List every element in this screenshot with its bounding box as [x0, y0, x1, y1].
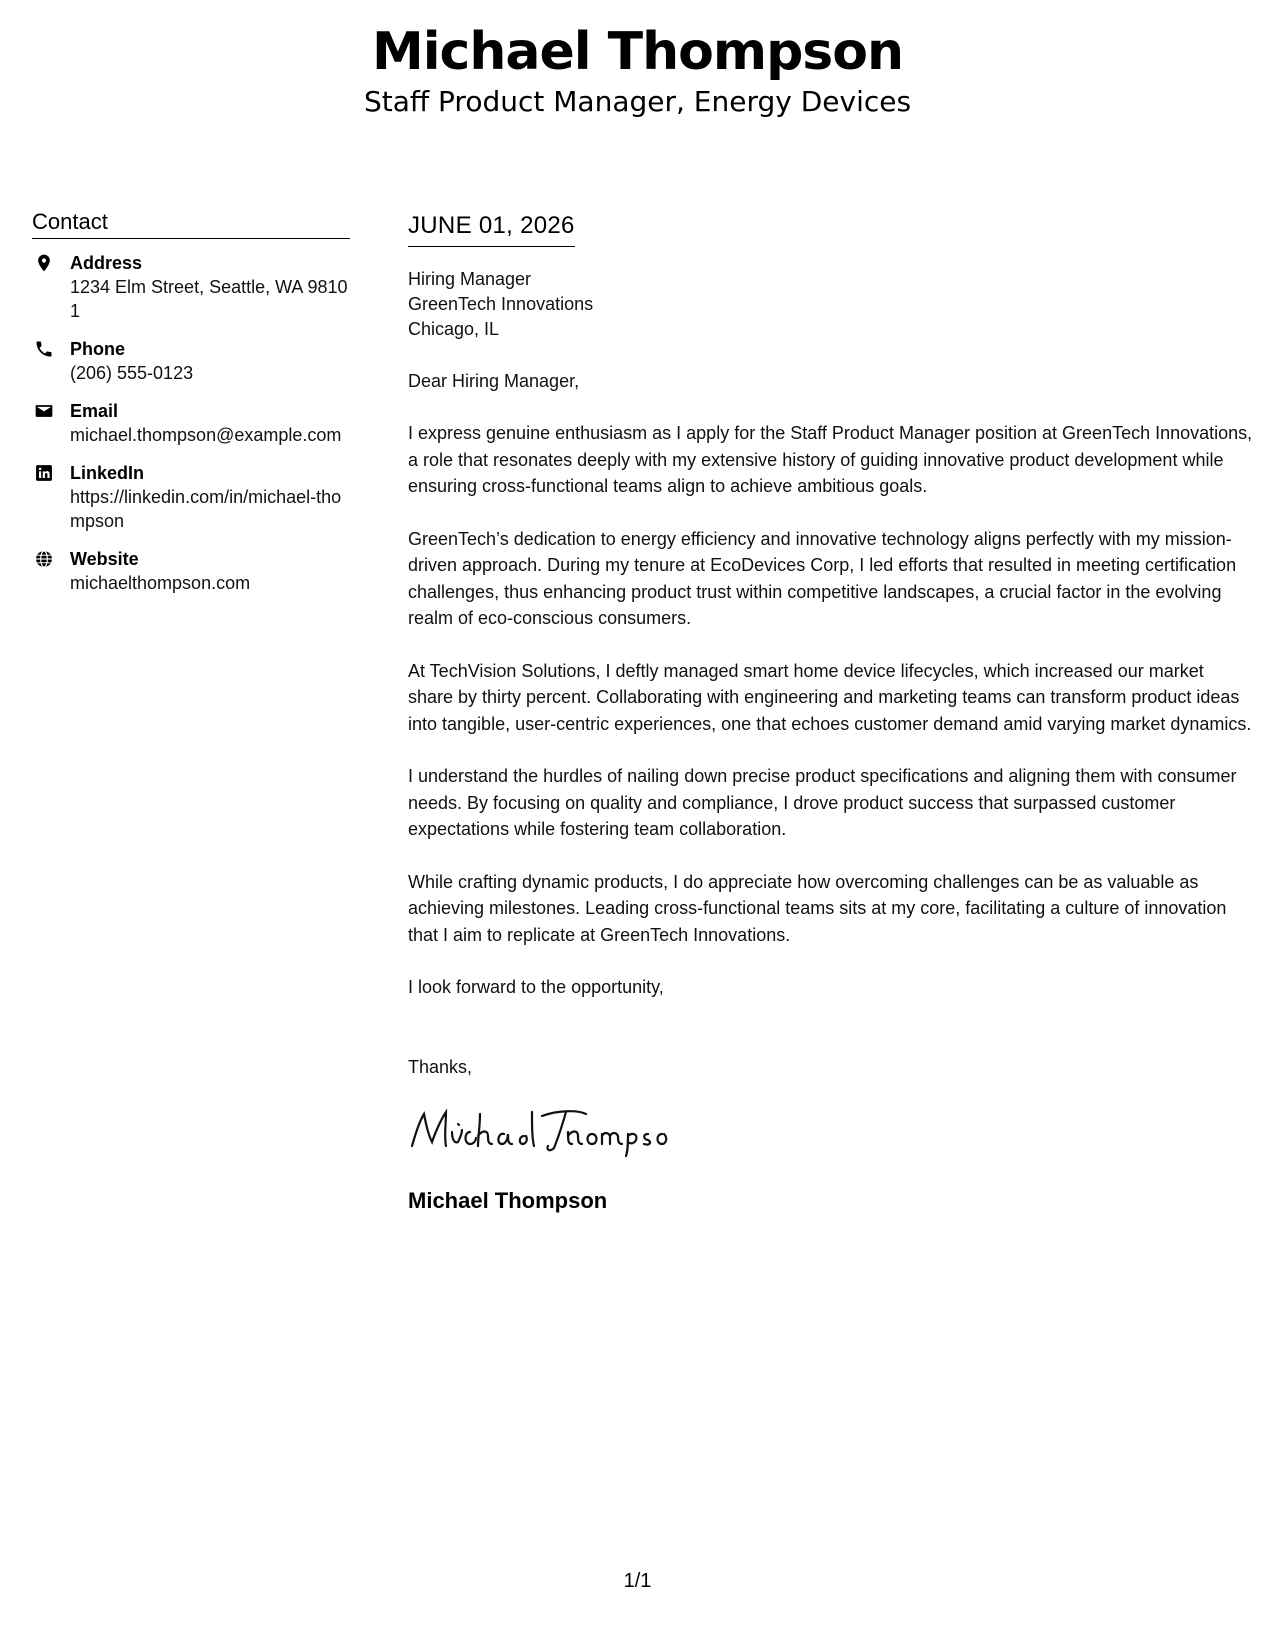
greeting: Dear Hiring Manager,	[408, 371, 580, 391]
contact-label-linkedin: LinkedIn	[70, 463, 145, 483]
closing-line: I look forward to the opportunity,	[408, 977, 664, 997]
contact-value-email[interactable]: michael.thompson@example.com	[70, 425, 342, 445]
letter-date: JUNE 01, 2026	[408, 210, 575, 247]
recipient-block	[408, 267, 1253, 342]
location-pin-icon	[34, 253, 54, 273]
letter-paragraph: I understand the hurdles of nailing down precise product specifications and aligning them with consumer needs. By focusing on quality and compliance, I drove product success that surpassed customer expectations while fostering team collaboration.	[408, 766, 1237, 839]
letter-paragraph: At TechVision Solutions, I deftly managed smart home device lifecycles, which increased our market share by thirty percent. Collaborating with engineering and marketing teams can transform product ideas into tangible, user-centric experiences, one that echoes customer demand amid varying market dynamics.	[408, 660, 1252, 734]
page-number: 1/1	[623, 1570, 652, 1592]
letter-header	[0, 22, 1275, 120]
recipient-line: Hiring Manager	[408, 269, 532, 289]
letter-paragraph: While crafting dynamic products, I do appreciate how overcoming challenges can be as valuable as achieving milestones. Leading cross-functional teams sits at my core, facilitating a culture of innovation that I aim to replicate at GreenTech Innovations.	[408, 871, 1227, 945]
letter-paragraph: I express genuine enthusiasm as I apply for the Staff Product Manager position at GreenTech Innovations, a role that resonates deeply with my extensive history of guiding innovative product development while ensuring cross-functional teams align to achieve ambitious goals.	[408, 423, 1253, 496]
globe-icon	[34, 549, 54, 569]
contact-value-phone[interactable]: (206) 555-0123	[70, 363, 194, 383]
recipient-line: GreenTech Innovations	[408, 294, 594, 314]
letter-body	[408, 210, 1253, 1215]
contact-heading: Contact	[32, 208, 350, 239]
contact-phone	[32, 337, 350, 385]
contact-label-website: Website	[70, 549, 139, 569]
handwritten-signature	[408, 1102, 668, 1158]
contact-address	[32, 251, 350, 323]
contact-label-phone: Phone	[70, 339, 126, 359]
contact-label-address: Address	[70, 253, 143, 273]
phone-icon	[34, 339, 54, 359]
contact-website	[32, 547, 350, 595]
sign-off: Thanks,	[408, 1057, 473, 1077]
signed-name: Michael Thompson	[408, 1188, 608, 1213]
contact-value-address: 1234 Elm Street, Seattle, WA 98101	[70, 277, 348, 321]
linkedin-icon	[34, 463, 54, 483]
contact-sidebar	[32, 208, 350, 609]
contact-value-linkedin[interactable]: https://linkedin.com/in/michael-thompson	[70, 487, 342, 531]
contact-value-website[interactable]: michaelthompson.com	[70, 573, 251, 593]
contact-email	[32, 399, 350, 447]
email-icon	[34, 401, 54, 421]
recipient-line: Chicago, IL	[408, 319, 500, 339]
contact-label-email: Email	[70, 401, 119, 421]
applicant-title: Staff Product Manager, Energy Devices	[363, 85, 912, 118]
contact-linkedin	[32, 461, 350, 533]
applicant-name: Michael Thompson	[371, 22, 903, 82]
letter-paragraph: GreenTech’s dedication to energy efficiency and innovative technology aligns perfectly with my mission-driven approach. During my tenure at EcoDevices Corp, I led efforts that resulted in meeting certification challenges, thus enhancing product trust within competitive landscapes, a crucial factor in the evolving realm of eco-conscious consumers.	[408, 528, 1237, 628]
